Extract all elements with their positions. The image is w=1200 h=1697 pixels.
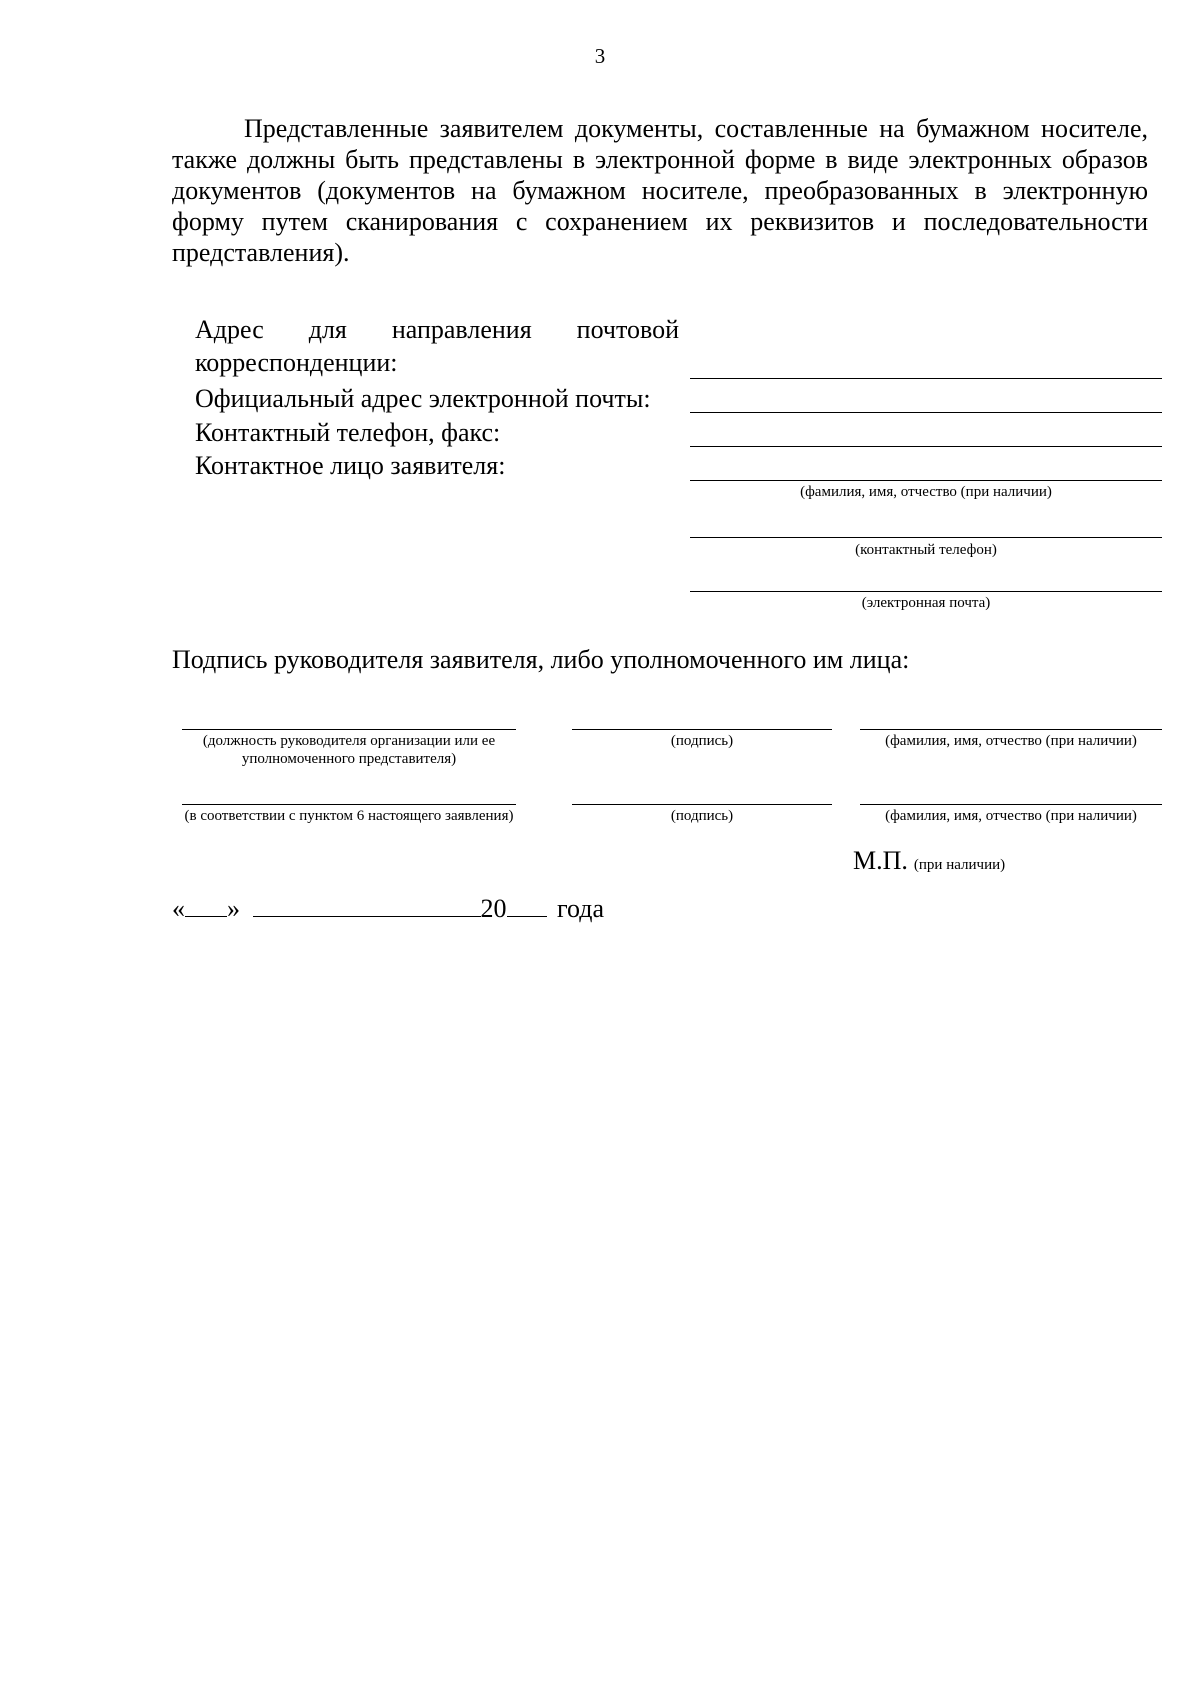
stamp-mark xyxy=(853,846,1005,876)
contact-email-line[interactable] xyxy=(690,591,1162,592)
page-number: 3 xyxy=(594,44,606,68)
signature-caption-1: (подпись) xyxy=(670,733,734,749)
phone-fax-label: Контактный телефон, факс: xyxy=(195,418,501,447)
position-line-1[interactable] xyxy=(182,729,516,730)
date-century: 20 xyxy=(480,894,507,923)
signature-line-1[interactable] xyxy=(572,729,832,730)
intro-paragraph: Представленные заявителем документы, составленные на бумажном носителе, также должны быть представлены в электронной форме в виде электронных образов документов (документов на бумажном носителе, преобразованных в электронную форму путем сканирования с сохранением их реквизитов и последовательности представления). xyxy=(172,114,1148,267)
position-caption-1: (должность руководителя организации или ее уполномоченного представителя) xyxy=(202,733,496,767)
date-year-word: года xyxy=(557,894,605,923)
day-blank[interactable] xyxy=(185,894,227,917)
email-line[interactable] xyxy=(690,412,1162,413)
date-close-quote: » xyxy=(227,894,240,923)
name-caption-2: (фамилия, имя, отчество (при наличии) xyxy=(885,808,1137,824)
contact-person-name-line[interactable] xyxy=(690,480,1162,481)
stamp-label: М.П. xyxy=(853,846,908,875)
name-line-1[interactable] xyxy=(860,729,1162,730)
contact-fio-caption: (фамилия, имя, отчество (при наличии) xyxy=(800,484,1052,500)
contact-person-label: Контактное лицо заявителя: xyxy=(195,451,506,480)
year-blank[interactable] xyxy=(507,894,547,917)
signature-heading: Подпись руководителя заявителя, либо уполномоченного им лица: xyxy=(172,645,910,674)
signature-caption-2: (подпись) xyxy=(670,808,734,824)
contact-phone-line[interactable] xyxy=(690,537,1162,538)
phone-fax-line[interactable] xyxy=(690,446,1162,447)
email-label: Официальный адрес электронной почты: xyxy=(195,384,651,413)
date-line xyxy=(172,893,604,924)
stamp-note: (при наличии) xyxy=(913,857,1006,873)
postal-address-line[interactable] xyxy=(690,378,1162,379)
name-caption-1: (фамилия, имя, отчество (при наличии) xyxy=(885,733,1137,749)
contact-phone-caption: (контактный телефон) xyxy=(855,542,997,558)
date-open-quote: « xyxy=(172,894,185,923)
signature-line-2[interactable] xyxy=(572,804,832,805)
month-blank[interactable] xyxy=(253,894,481,917)
contact-email-caption: (электронная почта) xyxy=(861,595,991,611)
postal-address-label: Адрес для направления почтовой корреспонденции: xyxy=(195,315,679,377)
name-line-2[interactable] xyxy=(860,804,1162,805)
position-caption-2: (в соответствии с пунктом 6 настоящего заявления) xyxy=(184,808,514,824)
position-line-2[interactable] xyxy=(182,804,516,805)
